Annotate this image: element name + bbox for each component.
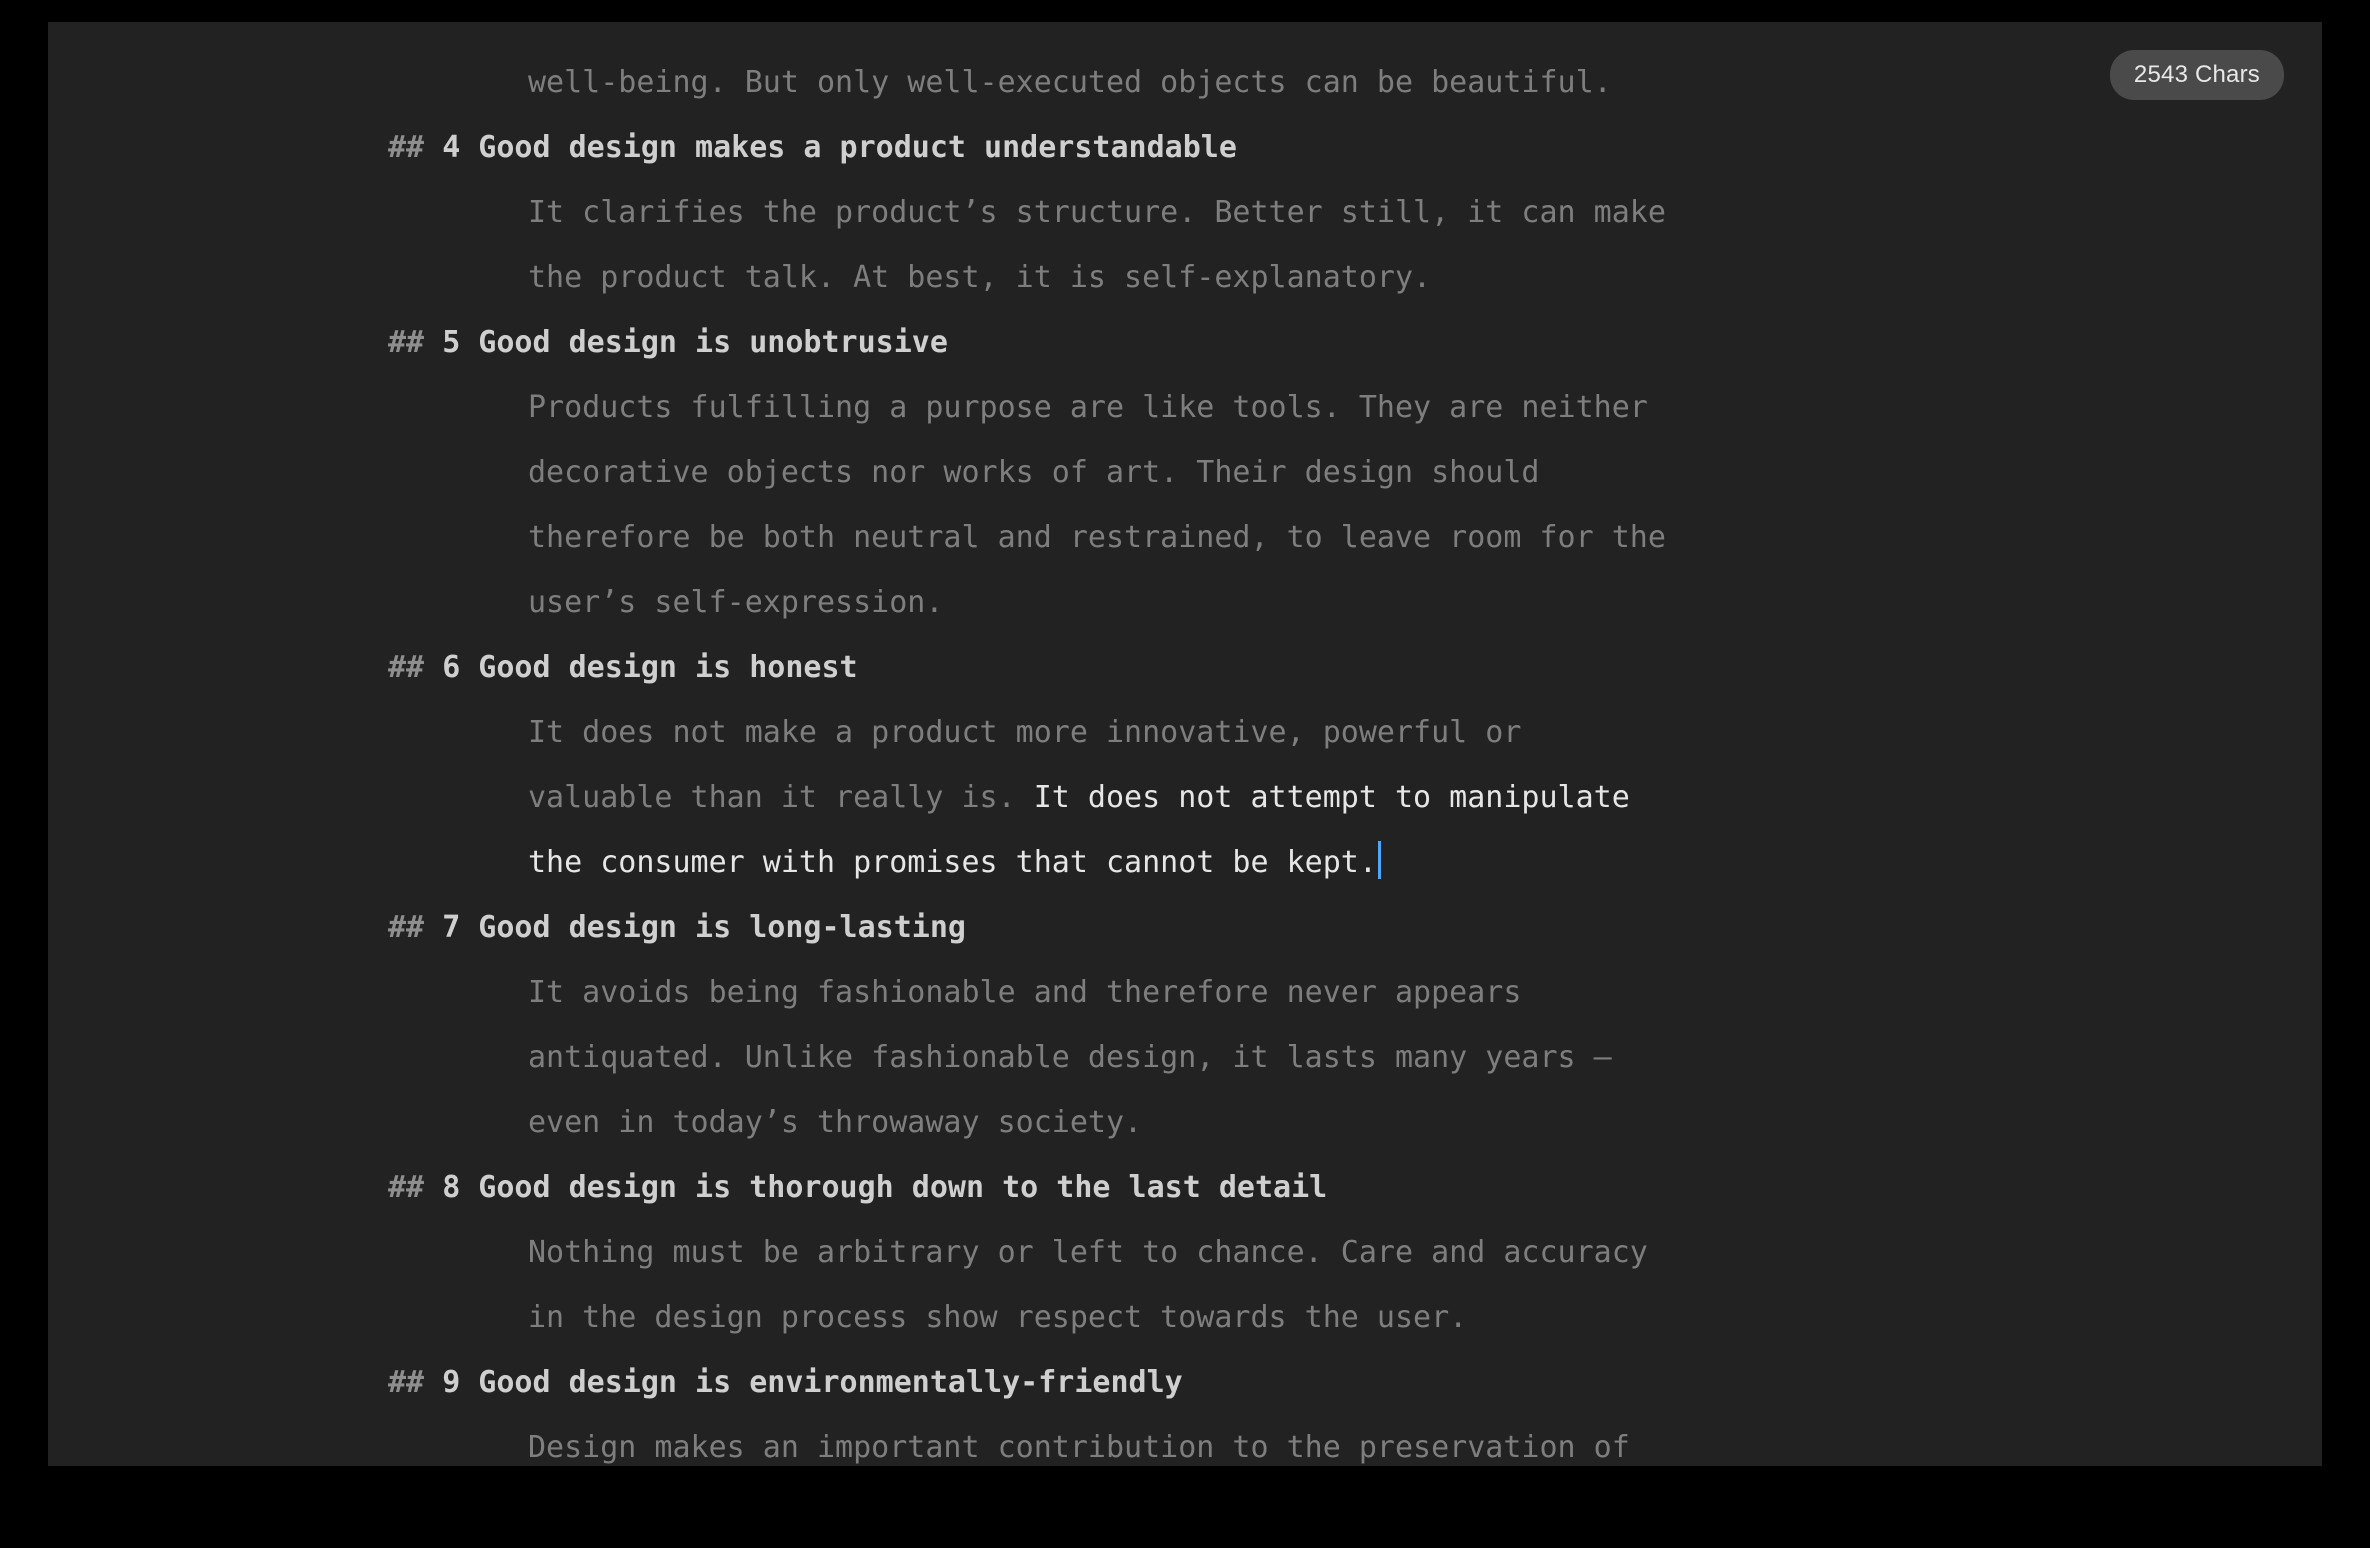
heading-marker: ## (388, 1365, 443, 1400)
editor-text-line[interactable] (48, 1415, 2322, 1466)
editor-heading-line[interactable] (48, 635, 2322, 700)
editor-heading-line[interactable] (48, 310, 2322, 375)
heading-marker: ## (388, 650, 443, 685)
paragraph-text: antiquated. Unlike fashionable design, it lasts many years – (528, 1040, 1612, 1075)
editor-heading-line[interactable] (48, 115, 2322, 180)
paragraph-text: the product talk. At best, it is self-explanatory. (528, 260, 1432, 295)
heading-text: 7 Good design is long-lasting (442, 910, 966, 945)
editor-window (48, 22, 2322, 1466)
editor-text-line[interactable] (48, 700, 2322, 765)
editor-heading-line[interactable] (48, 1155, 2322, 1220)
editor-text-line[interactable] (48, 440, 2322, 505)
paragraph-text: valuable than it really is. (528, 780, 1034, 815)
editor-text-line[interactable] (48, 1220, 2322, 1285)
editor-heading-line[interactable] (48, 1350, 2322, 1415)
editor-text-line[interactable] (48, 960, 2322, 1025)
editor-text-line[interactable] (48, 830, 2322, 895)
paragraph-text: therefore be both neutral and restrained, to leave room for the (528, 520, 1666, 555)
paragraph-text: Products fulfilling a purpose are like tools. They are neither (528, 390, 1648, 425)
editor-heading-line[interactable] (48, 895, 2322, 960)
editor-text-line[interactable] (48, 245, 2322, 310)
editor-text-line[interactable] (48, 375, 2322, 440)
heading-marker: ## (388, 1170, 443, 1205)
paragraph-text: Design makes an important contribution to the preservation of (528, 1430, 1630, 1465)
highlighted-text: It does not attempt to manipulate (1033, 780, 1630, 815)
paragraph-text: even in today’s throwaway society. (528, 1105, 1143, 1140)
paragraph-text: It does not make a product more innovative, powerful or (528, 715, 1522, 750)
heading-text: 8 Good design is thorough down to the last detail (442, 1170, 1328, 1205)
highlighted-text: the consumer with promises that cannot be kept. (528, 845, 1377, 880)
editor-text-line[interactable] (48, 50, 2322, 115)
heading-marker: ## (388, 130, 443, 165)
paragraph-text: well-being. But only well-executed objects can be beautiful. (528, 65, 1612, 100)
editor-text-line[interactable] (48, 570, 2322, 635)
markdown-editor-text-area[interactable] (48, 22, 2322, 1466)
text-cursor (1378, 841, 1381, 879)
paragraph-text: Nothing must be arbitrary or left to chance. Care and accuracy (528, 1235, 1648, 1270)
heading-marker: ## (388, 910, 443, 945)
heading-text: 9 Good design is environmentally-friendly (442, 1365, 1183, 1400)
character-count-badge: 2543 Chars (2110, 50, 2284, 100)
editor-text-line[interactable] (48, 180, 2322, 245)
editor-text-line[interactable] (48, 1025, 2322, 1090)
editor-text-line[interactable] (48, 505, 2322, 570)
heading-text: 6 Good design is honest (442, 650, 858, 685)
heading-text: 5 Good design is unobtrusive (442, 325, 948, 360)
heading-marker: ## (388, 325, 443, 360)
editor-text-line[interactable] (48, 1090, 2322, 1155)
paragraph-text: user’s self-expression. (528, 585, 944, 620)
paragraph-text: decorative objects nor works of art. Their design should (528, 455, 1540, 490)
paragraph-text: It avoids being fashionable and therefore never appears (528, 975, 1522, 1010)
editor-text-line[interactable] (48, 765, 2322, 830)
paragraph-text: in the design process show respect towards the user. (528, 1300, 1468, 1335)
editor-text-line[interactable] (48, 1285, 2322, 1350)
paragraph-text: It clarifies the product’s structure. Better still, it can make (528, 195, 1666, 230)
heading-text: 4 Good design makes a product understandable (442, 130, 1237, 165)
